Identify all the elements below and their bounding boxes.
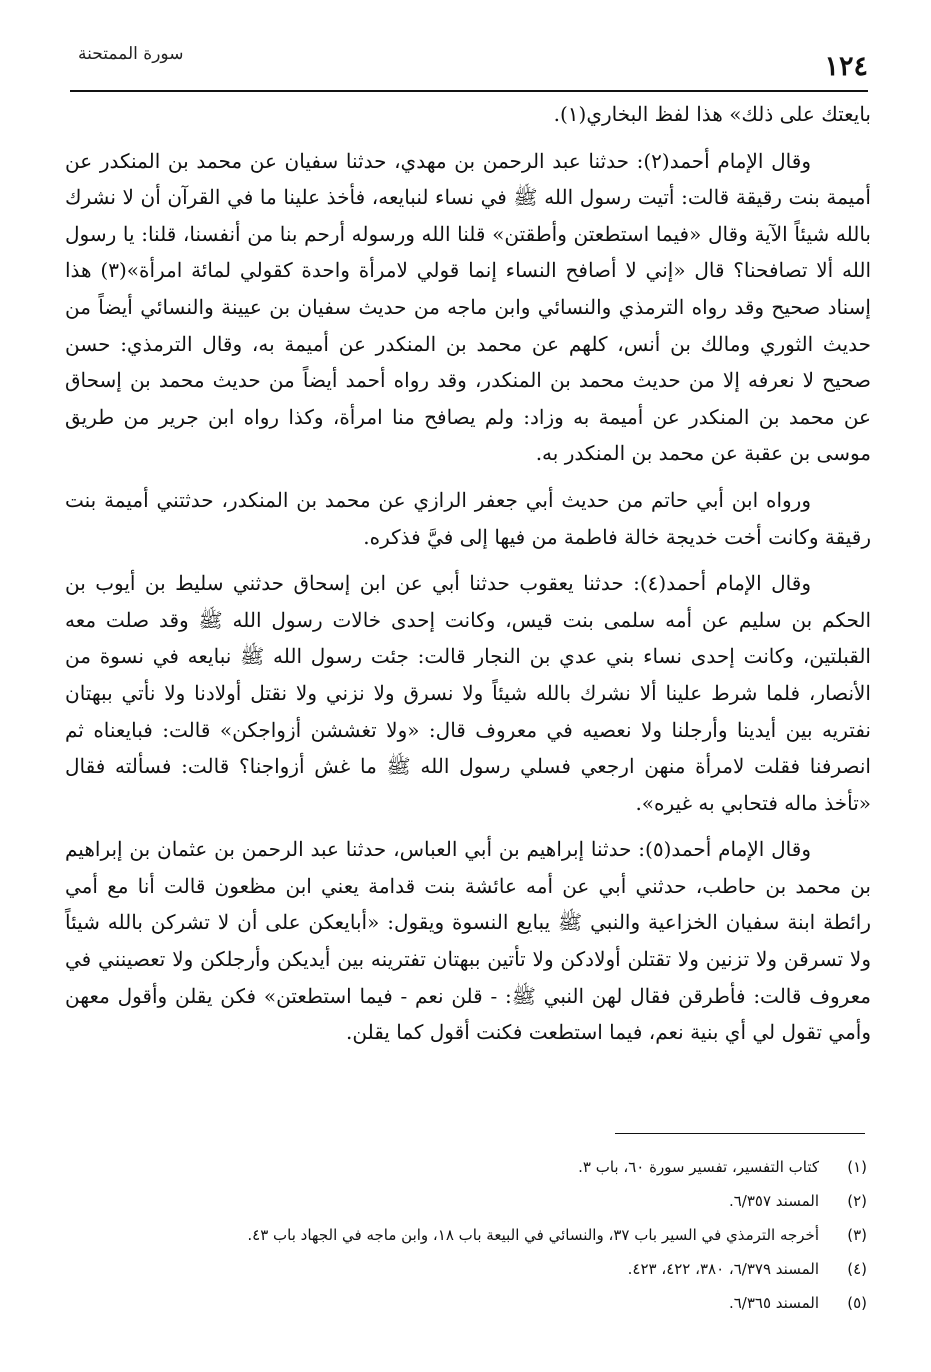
footnote-text: المسند ٦/٣٧٩، ٣٨٠، ٤٢٢، ٤٢٣. (627, 1260, 819, 1278)
footnote (67, 1252, 867, 1286)
footnote-number: (٤) (847, 1260, 867, 1278)
footnote (67, 1150, 867, 1184)
footnote-text: المسند ٦/٣٥٧. (728, 1192, 819, 1210)
header-divider (70, 90, 868, 92)
footnote (67, 1184, 867, 1218)
footnote-number: (٣) (847, 1226, 867, 1244)
paragraph: بايعتك على ذلك» هذا لفظ البخاري(١). (553, 102, 871, 126)
footnote-text: كتاب التفسير، تفسير سورة ٦٠، باب ٣. (578, 1158, 819, 1176)
footnotes (67, 1150, 867, 1320)
footnote-text: المسند ٦/٣٦٥. (728, 1294, 819, 1312)
running-title: سورة الممتحنة (78, 44, 184, 64)
main-text (65, 96, 871, 1061)
footnote (67, 1286, 867, 1320)
footnote (67, 1218, 867, 1252)
page-number: ١٢٤ (824, 51, 868, 82)
footnote-number: (٥) (847, 1294, 867, 1312)
paragraph: وقال الإمام أحمد(٤): حدثنا يعقوب حدثنا أبي عن ابن إسحاق حدثني سليط بن أيوب بن الحكم بن سليم عن أمه سلمى بنت قيس، وكانت إحدى خالات رسول الله ﷺ وقد صلت معه القبلتين، وكانت إحدى نساء بني عدي بن النجار قالت: جئت رسول الله ﷺ نبايعه في نسوة من الأنصار، فلما شرط علينا ألا نشرك بالله شيئاً ولا نسرق ولا نزني ولا نقتل أولادنا ولا نأتي ببهتان نفتريه بين أيدينا وأرجلنا ولا نعصيه في معروف قال: «ولا تغششن أزواجكن» قالت: فبايعناه ثم انصرفنا فقلت لامرأة منهن ارجعي فسلي رسول الله ﷺ ما غش أزواجنا؟ قالت: فسألته فقال «تأخذ ماله فتحابي به غيره». (65, 571, 871, 815)
footnote-text: أخرجه الترمذي في السير باب ٣٧، والنسائي في البيعة باب ١٨، وابن ماجه في الجهاد باب ٤٣. (247, 1226, 819, 1244)
paragraph: وقال الإمام أحمد(٢): حدثنا عبد الرحمن بن مهدي، حدثنا سفيان عن محمد بن المنكدر عن أميمة بنت رقيقة قالت: أتيت رسول الله ﷺ في نساء لنبايعه، فأخذ علينا ما في القرآن أن لا نشرك بالله شيئاً الآية وقال «فيما استطعتن وأطقتن» قلنا الله ورسوله أرحم بنا من أنفسنا، قلنا: يا رسول الله ألا تصافحنا؟ قال «إني لا أصافح النساء إنما قولي لامرأة واحدة كقولي لمائة امرأة»(٣) هذا إسناد صحيح وقد رواه الترمذي والنسائي وابن ماجه من حديث سفيان بن عيينة والنسائي أيضاً من حديث الثوري ومالك بن أنس، كلهم عن محمد بن المنكدر عن أميمة به، وقال الترمذي: حسن صحيح لا نعرفه إلا من حديث محمد بن المنكدر، وقد رواه أحمد أيضاً من حديث محمد بن إسحاق عن محمد بن المنكدر عن أميمة به وزاد: ولم يصافح منا امرأة، وكذا رواه ابن جرير من طريق موسى بن عقبة عن محمد بن المنكدر به. (65, 148, 872, 466)
footnote-number: (٢) (847, 1192, 867, 1210)
paragraph: ورواه ابن أبي حاتم من حديث أبي جعفر الرازي عن محمد بن المنكدر، حدثتني أميمة بنت رقيقة وكانت أخت خديجة خالة فاطمة من فيها إلى فيَّ فذكره. (65, 487, 871, 549)
page-header (78, 44, 868, 84)
paragraph: وقال الإمام أحمد(٥): حدثنا إبراهيم بن أبي العباس، حدثنا عبد الرحمن بن عثمان بن إبراهيم بن محمد بن حاطب، حدثني أبي عن أمه عائشة بنت قدامة يعني ابن مظعون قالت أنا مع أمي رائطة ابنة سفيان الخزاعية والنبي ﷺ يبايع النسوة ويقول: «أبايعكن على أن لا تشركن بالله شيئاً ولا تسرقن ولا تزنين ولا تقتلن أولادكن ولا تأتين ببهتان تفترينه بين أيديكن وأرجلكن ولا تعصينني في معروف قالت: فأطرقن فقال لهن النبي ﷺ: - قلن نعم - فيما استطعتن» فكن يقلن وأقول معهن وأمي تقول لي أي بنية نعم، فيما استطعت فكنت أقول كما يقلن. (65, 837, 871, 1045)
footnote-number: (١) (847, 1158, 867, 1176)
footnote-divider (615, 1133, 865, 1134)
